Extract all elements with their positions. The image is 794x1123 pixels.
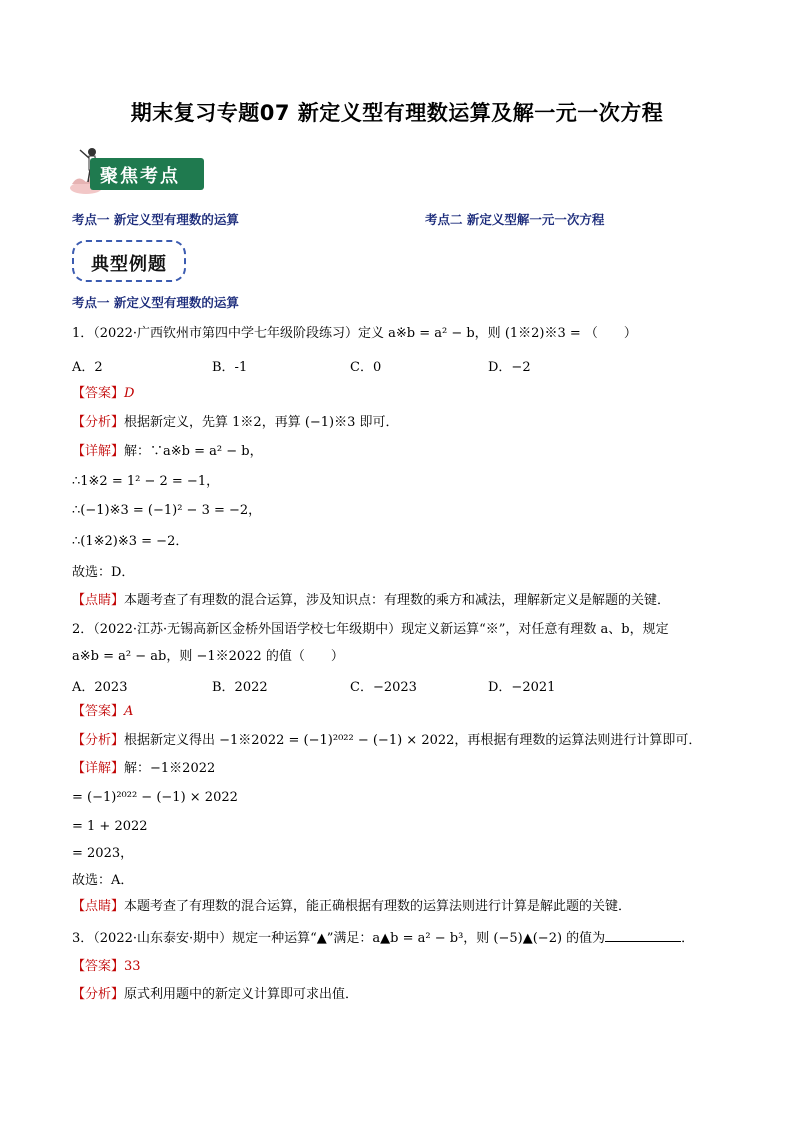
q1-detail-line: 解：∵a※b = a² − b，	[124, 444, 263, 459]
q2-detail-line: = (−1)²⁰²² − (−1) × 2022	[72, 790, 238, 805]
q1-detail-line: ∴(−1)※3 = (−1)² − 3 = −2，	[72, 503, 262, 518]
q1-comment-row	[72, 592, 670, 610]
q1-option-a: A．2	[72, 360, 103, 375]
q2-detail-line: = 1 + 2022	[72, 819, 148, 834]
q1-detail-line: ∴1※2 = 1² − 2 = −1，	[72, 474, 220, 489]
comment-label: 【点睛】	[72, 899, 125, 914]
detail-label: 【详解】	[72, 761, 125, 776]
q2-stem-cont: a※b = a² − ab，则 −1※2022 的值（ ）	[72, 649, 344, 664]
q2-comment-row	[72, 898, 631, 916]
banner-label: 聚焦考点	[100, 166, 180, 187]
q2-stem: 2．（2022·江苏·无锡高新区金桥外国语学校七年级期中）现定义新运算“※”，对任意有理数 a、b，规定	[72, 622, 669, 637]
q2-detail-line: = 2023，	[72, 846, 134, 861]
focus-banner	[68, 144, 208, 196]
toc-item-1[interactable]: 考点一 新定义型有理数的运算	[72, 212, 239, 227]
q3-answer-blank[interactable]	[605, 929, 681, 942]
q3-answer-row	[72, 958, 141, 976]
examples-badge: 典型例题	[72, 240, 186, 282]
q3-stem: 3．（2022·山东泰安·期中）规定一种运算“▲”满足：a▲b = a² − b³，则 (−5)▲(−2) 的值为	[72, 931, 606, 946]
q3-stem-row: 3．（2022·山东泰安·期中）规定一种运算“▲”满足：a▲b = a² − b³，则 (−5)▲(−2) 的值为 ．	[72, 931, 695, 946]
q2-analysis-row	[72, 732, 701, 750]
q2-choose: 故选：A．	[72, 873, 134, 888]
answer-label: 【答案】	[72, 704, 125, 719]
detail-label: 【详解】	[72, 444, 125, 459]
answer-label: 【答案】	[72, 959, 125, 974]
q1-detail-line: ∴(1※2)※3 = −2．	[72, 534, 189, 549]
q1-option-c: C．0	[350, 360, 382, 375]
q2-option-d: D．−2021	[488, 680, 556, 695]
q1-analysis: 根据新定义，先算 1※2，再算 (−1)※3 即可．	[124, 415, 399, 430]
q2-option-c: C．−2023	[350, 680, 417, 695]
q2-answer-row	[72, 703, 133, 721]
section-heading: 考点一 新定义型有理数的运算	[72, 295, 239, 310]
q2-analysis: 根据新定义得出 −1※2022 = (−1)²⁰²² − (−1) × 2022，再根据有理数的运算法则进行计算即可．	[124, 733, 702, 748]
toc-item-2[interactable]: 考点二 新定义型解一元一次方程	[425, 212, 605, 227]
q1-analysis-row	[72, 414, 399, 432]
q2-detail-row	[72, 760, 215, 778]
q1-choose: 故选：D．	[72, 565, 135, 580]
analysis-label: 【分析】	[72, 987, 125, 1002]
analysis-label: 【分析】	[72, 415, 125, 430]
comment-label: 【点睛】	[72, 593, 125, 608]
q2-detail-line: 解：−1※2022	[124, 761, 216, 776]
q2-answer: A	[124, 704, 134, 719]
q2-option-a: A．2023	[72, 680, 128, 695]
q1-option-d: D．−2	[488, 360, 531, 375]
q1-detail-row	[72, 443, 263, 461]
q2-option-b: B．2022	[212, 680, 268, 695]
page-title: 期末复习专题07 新定义型有理数运算及解一元一次方程	[130, 101, 664, 125]
answer-label: 【答案】	[72, 386, 125, 401]
q3-analysis: 原式利用题中的新定义计算即可求出值．	[124, 987, 359, 1002]
q2-comment: 本题考查了有理数的混合运算，能正确根据有理数的运算法则进行计算是解此题的关键．	[124, 899, 632, 914]
analysis-label: 【分析】	[72, 733, 125, 748]
q1-comment: 本题考查了有理数的混合运算，涉及知识点：有理数的乘方和减法，理解新定义是解题的关键．	[124, 593, 671, 608]
q3-analysis-row	[72, 986, 358, 1004]
q1-answer-row	[72, 385, 134, 403]
q1-stem: 1．（2022·广西钦州市第四中学七年级阶段练习）定义 a※b = a² − b，则 (1※2)※3 = （ ）	[72, 326, 637, 341]
q1-answer: D	[124, 386, 135, 401]
q3-answer: 33	[124, 959, 141, 974]
q1-option-b: B．-1	[212, 360, 248, 375]
